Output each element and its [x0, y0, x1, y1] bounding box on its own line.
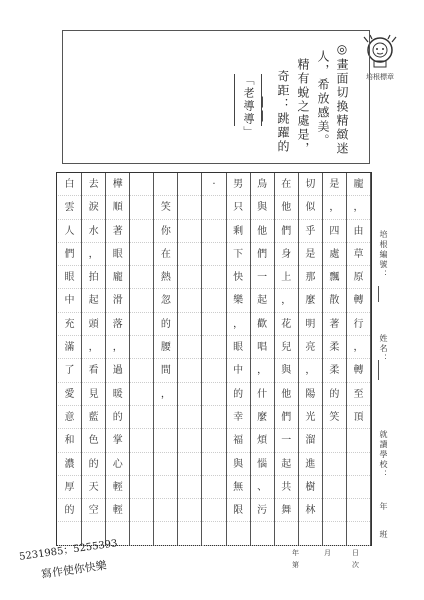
name-label: 姓名：	[379, 334, 388, 364]
essay-cell: 那	[299, 266, 322, 289]
essay-cell: 溜	[299, 429, 322, 452]
essay-cell: 原	[347, 266, 370, 289]
essay-cell: 飄	[323, 266, 346, 289]
essay-cell	[130, 313, 153, 336]
essay-cell: 切	[299, 173, 322, 196]
essay-cell: 下	[227, 243, 250, 266]
essay-cell: 見	[82, 383, 105, 406]
essay-cell: 色	[82, 429, 105, 452]
essay-cell	[347, 522, 370, 545]
essay-cell	[130, 266, 153, 289]
essay-column	[106, 173, 130, 545]
essay-cell: ，	[347, 336, 370, 359]
essay-cell	[251, 522, 274, 545]
essay-cell	[178, 499, 201, 522]
essay-cell: 與	[251, 196, 274, 219]
teacher-signature	[234, 74, 262, 139]
ci-label: 次	[352, 561, 359, 569]
essay-cell: 快	[227, 266, 250, 289]
essay-cell	[347, 429, 370, 452]
essay-cell: 淚	[82, 196, 105, 219]
date-day-label: 日	[352, 549, 359, 557]
essay-cell: 充	[58, 313, 81, 336]
essay-cell	[202, 220, 225, 243]
essay-cell: 散	[323, 289, 346, 312]
essay-column	[130, 173, 154, 545]
essay-cell: ‧	[202, 173, 225, 196]
essay-cell	[323, 476, 346, 499]
essay-cell	[202, 196, 225, 219]
essay-cell: 濃	[58, 453, 81, 476]
essay-cell	[130, 173, 153, 196]
essay-column	[178, 173, 202, 545]
essay-cell: 笑	[154, 196, 177, 219]
essay-cell: 由	[347, 220, 370, 243]
manuscript-grid	[56, 172, 372, 546]
essay-cell: 眼	[106, 243, 129, 266]
essay-cell: 藍	[82, 406, 105, 429]
essay-cell	[299, 522, 322, 545]
essay-cell: 忽	[154, 289, 177, 312]
essay-cell: 眼	[58, 266, 81, 289]
essay-cell: 明	[299, 313, 322, 336]
essay-cell: 過	[106, 359, 129, 382]
essay-cell: 歡	[251, 313, 274, 336]
essay-cell: 污	[251, 499, 274, 522]
essay-cell: 笑	[323, 406, 346, 429]
essay-cell: 看	[82, 359, 105, 382]
grade-label: 年	[379, 502, 388, 512]
essay-cell: ，	[106, 336, 129, 359]
essay-cell: 的	[82, 453, 105, 476]
essay-cell	[202, 522, 225, 545]
essay-cell: 水	[82, 220, 105, 243]
essay-cell	[202, 266, 225, 289]
essay-cell: ，	[323, 196, 346, 219]
essay-cell: 滑	[106, 289, 129, 312]
essay-cell: 輕	[106, 476, 129, 499]
essay-cell: 四	[323, 220, 346, 243]
essay-cell: 光	[299, 406, 322, 429]
essay-cell	[347, 499, 370, 522]
essay-cell: 亮	[299, 336, 322, 359]
essay-cell	[178, 453, 201, 476]
essay-cell: 起	[82, 289, 105, 312]
essay-cell: 唱	[251, 336, 274, 359]
essay-cell: 順	[106, 196, 129, 219]
essay-cell: 無	[227, 476, 250, 499]
essay-cell: 樂	[227, 289, 250, 312]
essay-cell	[130, 359, 153, 382]
essay-cell: 柔	[323, 336, 346, 359]
essay-cell: 處	[323, 243, 346, 266]
essay-cell: 了	[58, 359, 81, 382]
essay-cell: 你	[154, 220, 177, 243]
essay-cell	[202, 499, 225, 522]
essay-cell: 至	[347, 383, 370, 406]
essay-cell	[202, 243, 225, 266]
essay-cell	[130, 289, 153, 312]
essay-cell: 起	[251, 289, 274, 312]
essay-cell: 的	[227, 383, 250, 406]
essay-column	[82, 173, 106, 545]
essay-cell: 他	[275, 196, 298, 219]
essay-cell: 共	[275, 476, 298, 499]
essay-cell: 一	[275, 429, 298, 452]
essay-cell: 人	[58, 220, 81, 243]
essay-cell: ，	[347, 196, 370, 219]
essay-column	[227, 173, 251, 545]
essay-cell: 陽	[299, 383, 322, 406]
essay-cell: 與	[275, 359, 298, 382]
essay-cell: 在	[154, 243, 177, 266]
essay-cell: 輕	[106, 499, 129, 522]
essay-cell: ，	[82, 243, 105, 266]
essay-cell	[130, 336, 153, 359]
essay-cell	[227, 522, 250, 545]
essay-cell	[130, 499, 153, 522]
essay-cell: 福	[227, 429, 250, 452]
essay-cell: 的	[323, 383, 346, 406]
essay-column	[154, 173, 178, 545]
essay-cell	[323, 499, 346, 522]
essay-cell	[178, 220, 201, 243]
essay-cell	[178, 522, 201, 545]
essay-cell: 起	[275, 453, 298, 476]
signature-text: 「老導導」	[242, 74, 255, 139]
essay-cell: 似	[299, 196, 322, 219]
essay-cell	[202, 359, 225, 382]
essay-cell: 兒	[275, 336, 298, 359]
essay-cell: ，	[227, 313, 250, 336]
essay-cell: ，	[275, 289, 298, 312]
essay-cell: 滿	[58, 336, 81, 359]
essay-cell: 、	[251, 476, 274, 499]
essay-cell	[178, 173, 201, 196]
name-line	[378, 360, 379, 380]
essay-cell: 拍	[82, 266, 105, 289]
essay-cell: 著	[106, 220, 129, 243]
essay-cell: ，	[299, 359, 322, 382]
essay-cell: 龐	[106, 266, 129, 289]
essay-cell	[202, 289, 225, 312]
essay-cell	[130, 453, 153, 476]
essay-cell: 們	[275, 406, 298, 429]
essay-cell: 煩	[251, 429, 274, 452]
essay-cell	[202, 453, 225, 476]
essay-cell	[178, 289, 201, 312]
essay-cell: 頂	[347, 406, 370, 429]
essay-cell	[178, 196, 201, 219]
essay-cell	[202, 383, 225, 406]
essay-cell	[202, 313, 225, 336]
essay-cell: 頭	[82, 313, 105, 336]
school-label: 就讀學校：	[379, 430, 388, 480]
essay-cell	[178, 429, 201, 452]
essay-cell: 乎	[299, 220, 322, 243]
essay-cell	[178, 383, 201, 406]
essay-cell	[130, 196, 153, 219]
essay-cell	[154, 499, 177, 522]
essay-cell: 暖	[106, 383, 129, 406]
essay-cell: 行	[347, 313, 370, 336]
essay-cell: 腰	[154, 336, 177, 359]
essay-cell: 林	[299, 499, 322, 522]
essay-cell: 舞	[275, 499, 298, 522]
essay-cell	[347, 476, 370, 499]
essay-column	[275, 173, 299, 545]
essay-cell: 幸	[227, 406, 250, 429]
essay-cell	[323, 522, 346, 545]
essay-cell: 們	[275, 220, 298, 243]
essay-cell: 白	[58, 173, 81, 196]
comment-line-1: ◎畫面切換精緻迷	[335, 42, 349, 156]
essay-cell: 心	[106, 453, 129, 476]
essay-cell: ，	[82, 336, 105, 359]
essay-cell: 和	[58, 429, 81, 452]
essay-cell: ，	[154, 383, 177, 406]
date-month-label: 月	[324, 549, 331, 557]
essay-cell: 在	[275, 173, 298, 196]
essay-cell	[130, 243, 153, 266]
essay-cell: 樺	[106, 173, 129, 196]
essay-cell: 熱	[154, 266, 177, 289]
comment-line-2: 人，希放感美。	[316, 50, 330, 148]
essay-cell: 什	[251, 383, 274, 406]
essay-cell: 進	[299, 453, 322, 476]
essay-cell: 麼	[299, 289, 322, 312]
essay-cell: 著	[323, 313, 346, 336]
essay-cell: 與	[227, 453, 250, 476]
essay-cell: 們	[58, 243, 81, 266]
essay-column	[299, 173, 323, 545]
essay-cell	[154, 453, 177, 476]
essay-cell	[130, 220, 153, 243]
peigen-id-line	[378, 286, 379, 302]
date-year-label: 年	[292, 549, 299, 557]
essay-cell: 愛	[58, 383, 81, 406]
essay-cell: 只	[227, 196, 250, 219]
essay-cell: 掌	[106, 429, 129, 452]
di-label: 第	[292, 561, 299, 569]
essay-cell: 惱	[251, 453, 274, 476]
essay-cell: 們	[251, 243, 274, 266]
essay-cell	[275, 522, 298, 545]
essay-cell: 剩	[227, 220, 250, 243]
essay-cell: 的	[58, 499, 81, 522]
essay-cell: 厚	[58, 476, 81, 499]
essay-cell: 意	[58, 406, 81, 429]
footer-slogan: 寫作使你快樂	[40, 558, 108, 581]
essay-column	[251, 173, 275, 545]
essay-cell	[202, 476, 225, 499]
essay-cell: 的	[106, 406, 129, 429]
essay-cell	[130, 383, 153, 406]
essay-cell: 空	[82, 499, 105, 522]
essay-cell: 身	[275, 243, 298, 266]
essay-cell	[130, 522, 153, 545]
essay-cell: 一	[251, 266, 274, 289]
essay-cell: 中	[58, 289, 81, 312]
comment-line-5: ——	[256, 96, 270, 124]
essay-cell: 限	[227, 499, 250, 522]
class-label: 班	[379, 530, 388, 540]
essay-cell	[154, 173, 177, 196]
essay-cell	[323, 429, 346, 452]
essay-cell	[323, 453, 346, 476]
essay-cell: 花	[275, 313, 298, 336]
essay-cell	[178, 266, 201, 289]
essay-cell: 是	[299, 243, 322, 266]
comment-line-4: 奇距：跳躍的	[276, 70, 290, 154]
essay-cell: 男	[227, 173, 250, 196]
essay-cell	[178, 406, 201, 429]
essay-cell	[202, 406, 225, 429]
essay-column	[58, 173, 82, 545]
essay-cell	[202, 429, 225, 452]
essay-cell: 間	[154, 359, 177, 382]
essay-cell: 草	[347, 243, 370, 266]
essay-cell	[178, 243, 201, 266]
comment-line-3: 精有蛻之處是，	[296, 58, 310, 156]
essay-cell	[130, 476, 153, 499]
essay-cell	[202, 336, 225, 359]
essay-column	[323, 173, 347, 545]
essay-cell: 麼	[251, 406, 274, 429]
essay-cell	[130, 429, 153, 452]
essay-cell	[154, 476, 177, 499]
essay-cell: 是	[323, 173, 346, 196]
peigen-id-label: 培根編號：	[379, 230, 388, 280]
essay-cell: 轉	[347, 359, 370, 382]
essay-cell: 龐	[347, 173, 370, 196]
essay-cell	[178, 313, 201, 336]
essay-cell: 他	[251, 220, 274, 243]
essay-cell: 的	[154, 313, 177, 336]
essay-cell: 鳥	[251, 173, 274, 196]
essay-cell	[178, 336, 201, 359]
essay-cell: 天	[82, 476, 105, 499]
essay-column	[347, 173, 371, 545]
essay-cell	[154, 406, 177, 429]
essay-cell: 柔	[323, 359, 346, 382]
essay-cell	[178, 359, 201, 382]
essay-cell: ，	[251, 359, 274, 382]
essay-cell: 上	[275, 266, 298, 289]
essay-column	[202, 173, 226, 545]
essay-cell: 眼	[227, 336, 250, 359]
essay-cell: 雲	[58, 196, 81, 219]
essay-cell: 中	[227, 359, 250, 382]
essay-cell	[154, 522, 177, 545]
essay-cell: 樹	[299, 476, 322, 499]
essay-cell: 轉	[347, 289, 370, 312]
essay-cell	[130, 406, 153, 429]
essay-cell	[154, 429, 177, 452]
footer-numbers: 5231985；5255393	[18, 538, 119, 563]
essay-cell	[178, 476, 201, 499]
essay-cell: 去	[82, 173, 105, 196]
logo-caption: 培根標章	[366, 73, 394, 81]
essay-cell	[347, 453, 370, 476]
essay-cell: 他	[275, 383, 298, 406]
essay-cell: 落	[106, 313, 129, 336]
